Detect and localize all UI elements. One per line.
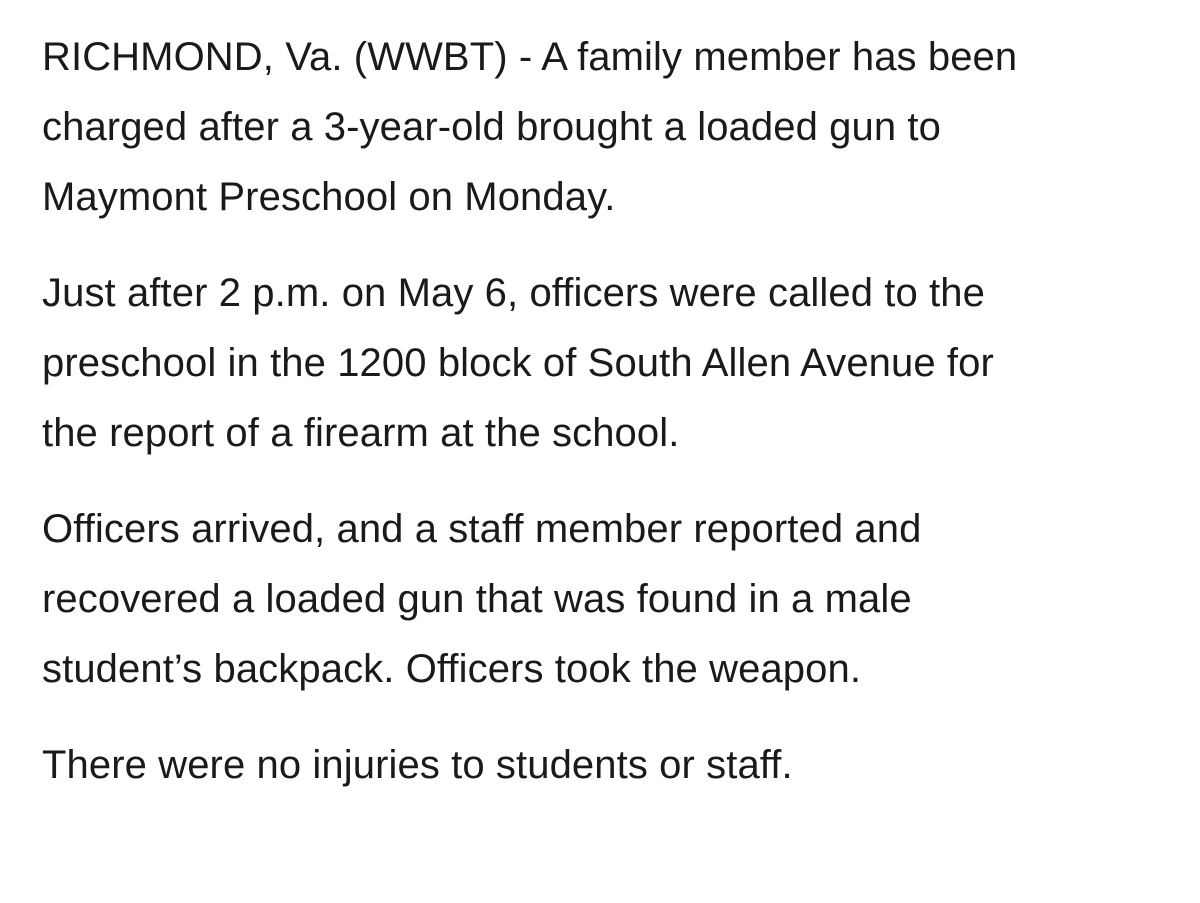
paragraph-line: Maymont Preschool on Monday.	[42, 175, 616, 219]
paragraph-line: There were no injuries to students or staff.	[42, 743, 793, 787]
paragraph-line: the report of a firearm at the school.	[42, 411, 680, 455]
paragraph-3	[42, 494, 1182, 704]
paragraph-line: charged after a 3-year-old brought a loaded gun to	[42, 105, 941, 149]
paragraph-line: Just after 2 p.m. on May 6, officers were called to the	[42, 271, 985, 315]
article-body	[42, 22, 1182, 826]
paragraph-line: RICHMOND, Va. (WWBT) - A family member has been	[42, 35, 1018, 79]
paragraph-line: preschool in the 1200 block of South Allen Avenue for	[42, 341, 994, 385]
paragraph-2	[42, 258, 1182, 468]
paragraph-line: student’s backpack. Officers took the weapon.	[42, 647, 862, 691]
paragraph-1	[42, 22, 1182, 232]
paragraph-line: Officers arrived, and a staff member reported and	[42, 507, 922, 551]
paragraph-4	[42, 730, 1182, 800]
paragraph-line: recovered a loaded gun that was found in a male	[42, 577, 912, 621]
